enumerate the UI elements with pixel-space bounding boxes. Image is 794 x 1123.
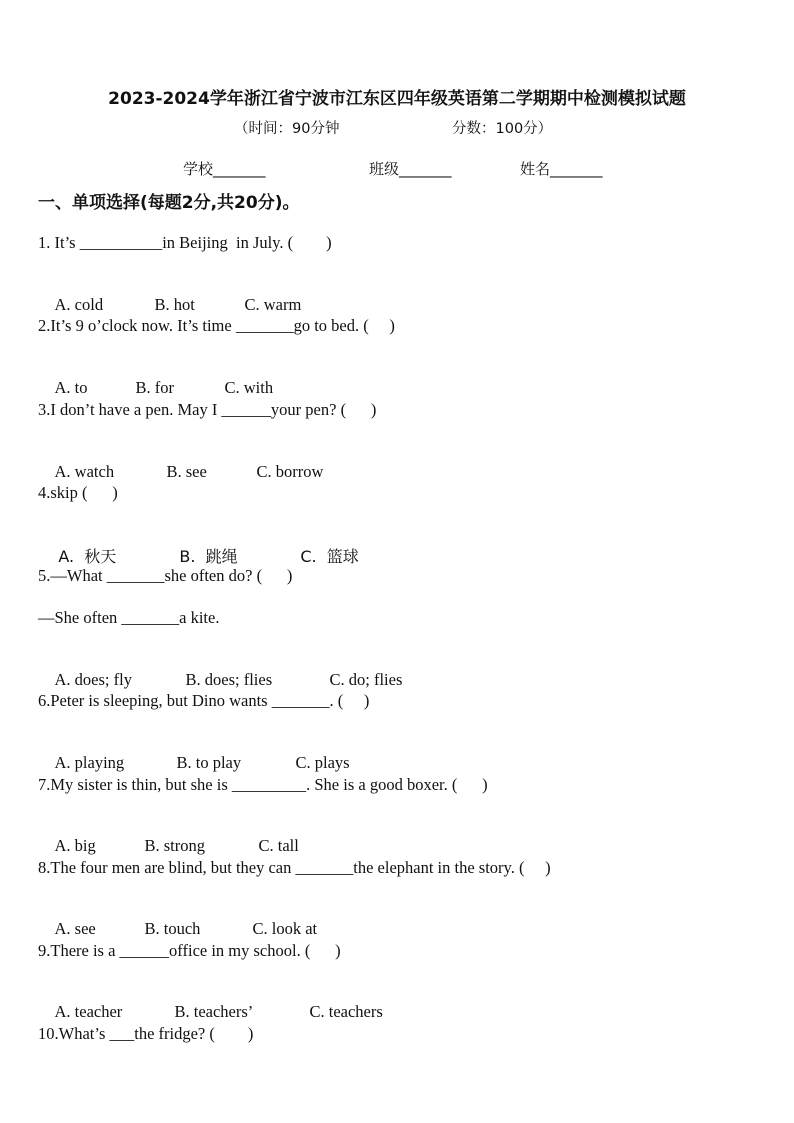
option: C. plays	[295, 753, 350, 772]
option: C. with	[224, 378, 274, 397]
option: C. borrow	[256, 462, 324, 481]
question-stem: 2.It’s 9 o’clock now. It’s time _______go to bed. ( )	[38, 316, 395, 335]
option: B. does; flies	[185, 670, 273, 689]
option: C. 篮球	[300, 547, 359, 566]
class-field: 班级_______	[369, 160, 452, 178]
exam-title: 2023-2024学年浙江省宁波市江东区四年级英语第二学期期中检测模拟试题	[108, 89, 686, 109]
question-stem: 8.The four men are blind, but they can _______the elephant in the story. ( )	[38, 858, 551, 877]
option: B. for	[135, 378, 174, 397]
name-field: 姓名_______	[520, 160, 603, 178]
question-stem: 6.Peter is sleeping, but Dino wants _______. ( )	[38, 691, 370, 710]
option: A. big	[54, 836, 96, 855]
option: A. playing	[54, 753, 125, 772]
option: C. teachers	[309, 1002, 383, 1021]
option: C. tall	[258, 836, 299, 855]
question-stem: 3.I don’t have a pen. May I ______your pen? ( )	[38, 400, 377, 419]
option: B. hot	[154, 295, 195, 314]
question-stem: 9.There is a ______office in my school. ( )	[38, 941, 341, 960]
question-stem: 4.skip ( )	[38, 483, 118, 502]
option: B. strong	[144, 836, 206, 855]
option: B. teachers’	[174, 1002, 254, 1021]
option: A. does; fly	[54, 670, 132, 689]
question-stem: 10.What’s ___the fridge? ( )	[38, 1024, 254, 1043]
question-stem-line2: —She often _______a kite.	[38, 608, 220, 627]
section-heading: 一、单项选择(每题2分,共20分)。	[38, 193, 300, 213]
exam-score: 分数：100分）	[452, 121, 553, 137]
option: A. to	[54, 378, 88, 397]
question-stem: 1. It’s __________in Beijing in July. ( )	[38, 233, 332, 252]
option: B. to play	[176, 753, 242, 772]
option: B. 跳绳	[179, 547, 238, 566]
option: A. cold	[54, 295, 104, 314]
option: A. 秋天	[58, 547, 117, 566]
option: A. watch	[54, 462, 115, 481]
exam-time: （时间：90分钟	[234, 121, 340, 137]
question-stem: 5.—What _______she often do? ( )	[38, 566, 293, 585]
option: C. look at	[252, 919, 318, 938]
option: B. see	[166, 462, 207, 481]
option: A. teacher	[54, 1002, 123, 1021]
question-stem: 7.My sister is thin, but she is _________. She is a good boxer. ( )	[38, 775, 488, 794]
option: C. warm	[244, 295, 302, 314]
option: C. do; flies	[329, 670, 403, 689]
option: A. see	[54, 919, 96, 938]
option: B. touch	[144, 919, 201, 938]
school-field: 学校_______	[183, 160, 266, 178]
